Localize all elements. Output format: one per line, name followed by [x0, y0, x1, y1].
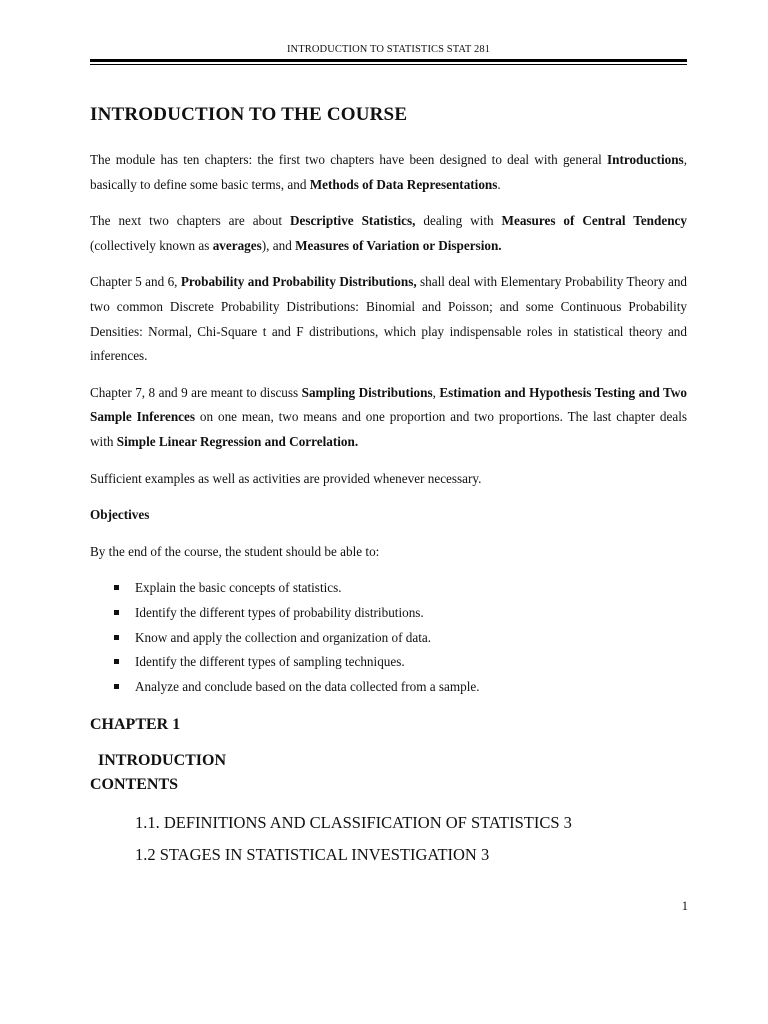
- square-bullet-icon: [114, 585, 119, 590]
- page-number: 1: [681, 899, 688, 913]
- running-header: INTRODUCTION TO STATISTICS STAT 281: [286, 44, 491, 55]
- list-item: Explain the basic concepts of statistics.: [90, 576, 687, 601]
- objectives-lead: By the end of the course, the student should be able to:: [90, 543, 380, 559]
- square-bullet-icon: [114, 635, 119, 640]
- list-item: Identify the different types of probability distributions.: [90, 601, 687, 626]
- chapter-title: INTRODUCTION: [98, 752, 227, 770]
- objectives-list: [90, 576, 687, 699]
- header-rule-thin: [90, 64, 687, 65]
- intro-paragraph-1: The module has ten chapters: the first two chapters have been designed to deal with general Introductions, basically to define some basic terms, and Methods of Data Representations.: [90, 152, 687, 192]
- course-title: INTRODUCTION TO THE COURSE: [90, 104, 408, 125]
- intro-paragraph-5: Sufficient examples as well as activities are provided whenever necessary.: [90, 470, 482, 486]
- header-rule-thick: [90, 59, 687, 62]
- objectives-heading: Objectives: [90, 507, 150, 523]
- contents-heading: CONTENTS: [90, 776, 179, 794]
- toc-entry: 1.2 STAGES IN STATISTICAL INVESTIGATION 3: [135, 844, 490, 864]
- square-bullet-icon: [114, 610, 119, 615]
- intro-paragraph-3: Chapter 5 and 6, Probability and Probability Distributions, shall deal with Elementary Probability Theory and two common Discrete Probability Distributions: Binomial and Poisson; and some Continuous Probability Densities: Normal, Chi-Square t and F distributions, which play indispensable roles in statistical theory and inferences.: [90, 274, 688, 364]
- list-item: Know and apply the collection and organization of data.: [90, 626, 687, 651]
- square-bullet-icon: [114, 659, 119, 664]
- intro-paragraph-2: The next two chapters are about Descriptive Statistics, dealing with Measures of Central Tendency (collectively known as averages), and Measures of Variation or Dispersion.: [90, 213, 687, 253]
- page-body: [90, 104, 687, 870]
- toc-entry: 1.1. DEFINITIONS AND CLASSIFICATION OF STATISTICS 3: [135, 813, 572, 833]
- chapter-number: CHAPTER 1: [90, 716, 181, 734]
- list-item: Identify the different types of sampling techniques.: [90, 650, 687, 675]
- square-bullet-icon: [114, 684, 119, 689]
- intro-paragraph-4: Chapter 7, 8 and 9 are meant to discuss Sampling Distributions, Estimation and Hypothesis Testing and Two Sample Inferences on one mean, two means and one proportion and two proportions. The last chapter deals with Simple Linear Regression and Correlation.: [90, 384, 687, 449]
- list-item: Analyze and conclude based on the data collected from a sample.: [90, 675, 687, 700]
